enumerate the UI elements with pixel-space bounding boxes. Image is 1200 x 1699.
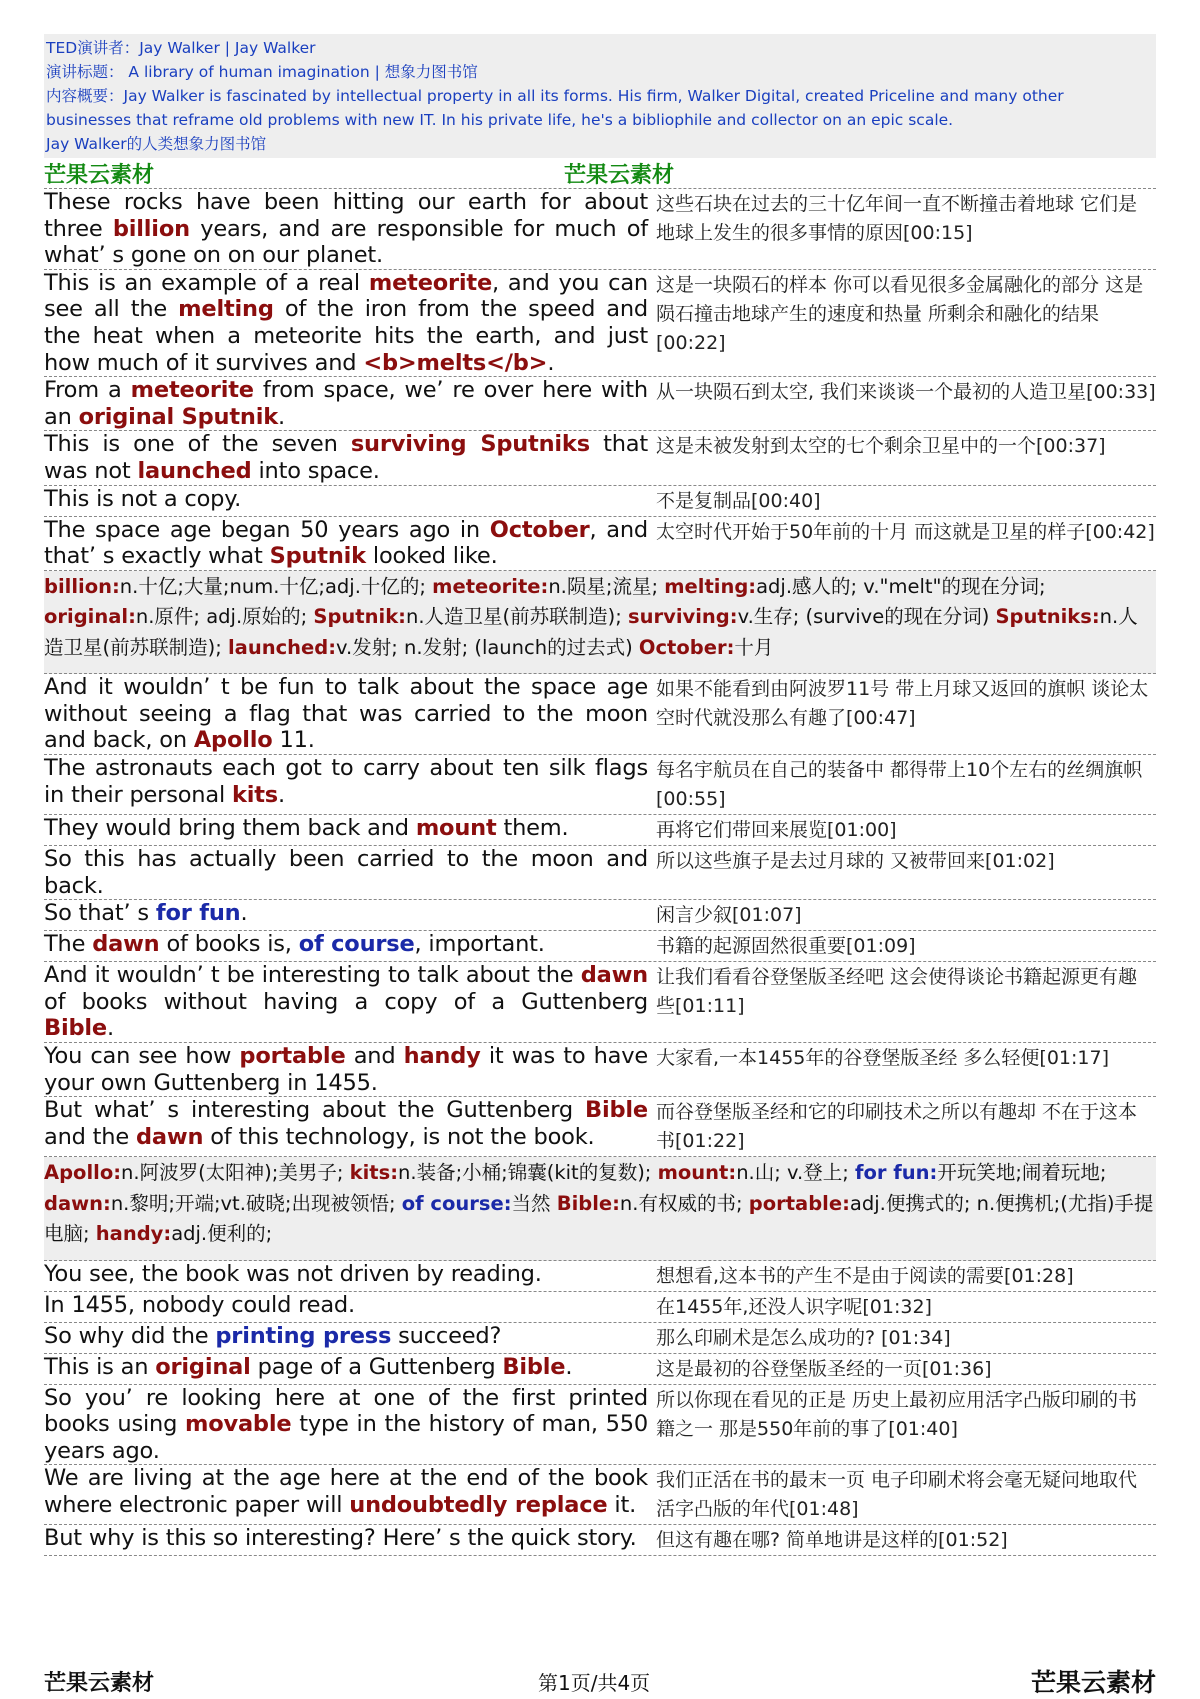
vocab-definition: adj.便携式的; n.便携机;(尤指)手提电脑; — [44, 1191, 1154, 1246]
sentence-text: looked like. — [365, 543, 498, 570]
sentence-text: In 1455, nobody could read. — [44, 1291, 355, 1318]
vocab-term: for fun: — [855, 1161, 938, 1185]
vocab-definition: v.生存; (survive的现在分词) — [737, 605, 996, 629]
transcript-row — [44, 815, 1156, 846]
vocab-term: mount: — [657, 1161, 737, 1185]
transcript-row — [44, 1261, 1156, 1292]
english-sentence — [44, 1525, 652, 1552]
vocab-definition: n.黎明;开端;vt.破晓;出现被领悟; — [110, 1191, 402, 1215]
vocab-term: Sputniks: — [995, 605, 1100, 629]
transcript-row — [44, 1097, 1156, 1157]
sentence-text: . — [240, 900, 248, 927]
vocabulary-box-2 — [44, 1157, 1156, 1261]
vocab-definition: n.原件; adj.原始的; — [135, 605, 314, 629]
vocab-term: handy: — [95, 1222, 172, 1246]
sentence-text: This is an example of a real — [44, 269, 369, 296]
chinese-translation: 再将它们带回来展览[01:00] — [656, 819, 897, 841]
english-sentence — [44, 962, 652, 1042]
transcript-row — [44, 1323, 1156, 1354]
header-subtitle: Jay Walker的人类想象力图书馆 — [46, 135, 267, 153]
sentence-text: And it wouldn’ t be fun to talk about the space age without seeing a flag that was carried to the moon and back, on — [44, 674, 648, 754]
transcript-row — [44, 431, 1156, 485]
vocab-term: portable: — [748, 1191, 850, 1215]
brand-label-left: 芒果云素材 — [44, 162, 155, 188]
english-sentence — [44, 1043, 652, 1096]
transcript-row — [44, 1525, 1156, 1556]
footer-brand-right: 芒果云素材 — [1030, 1668, 1156, 1697]
vocab-definition: n.有权威的书; — [619, 1191, 749, 1215]
keyword: Bible — [502, 1353, 566, 1380]
sentence-text: of the iron from the speed and the heat when a meteorite hits the earth, and just how much of it survives and — [44, 296, 648, 376]
english-sentence — [44, 377, 652, 430]
sentence-text: This is an — [44, 1353, 156, 1380]
vocab-term: original: — [44, 605, 136, 629]
brand-row — [44, 158, 1156, 189]
chinese-translation: 而谷登堡版圣经和它的印刷技术之所以有趣却 不在于这本书[01:22] — [656, 1101, 1138, 1153]
keyword: mount — [415, 815, 497, 841]
sentence-text: it. — [607, 1492, 637, 1519]
page-number: 第1页/共4页 — [538, 1670, 651, 1695]
vocab-term: of course: — [401, 1191, 512, 1215]
talk-header — [44, 34, 1156, 158]
keyword: portable — [239, 1042, 346, 1069]
vocab-term: October: — [638, 635, 735, 659]
keyword: <b>melts</b> — [363, 349, 548, 376]
sentence-text: 11. — [272, 727, 315, 754]
sentence-text: They would bring them back and — [44, 815, 416, 841]
sentence-text: and — [345, 1042, 404, 1069]
sentence-text: So why did the — [44, 1322, 216, 1349]
english-sentence — [44, 931, 652, 958]
english-sentence — [44, 1465, 652, 1518]
page-footer — [44, 1663, 1156, 1699]
document-page — [44, 34, 1156, 1556]
english-sentence — [44, 1323, 652, 1350]
chinese-translation: 闲言少叙[01:07] — [656, 904, 802, 927]
sentence-text: and the — [44, 1123, 136, 1150]
keyword: dawn — [580, 962, 648, 989]
transcript-section-3 — [44, 1261, 1156, 1557]
transcript-row — [44, 1354, 1156, 1385]
vocab-term: kits: — [349, 1161, 399, 1185]
transcript-row — [44, 1043, 1156, 1097]
vocab-term: surviving: — [628, 605, 738, 629]
english-sentence — [44, 1097, 652, 1150]
vocab-definition: n.山; v.登上; — [736, 1161, 856, 1185]
sentence-text: into space. — [251, 457, 380, 484]
chinese-translation: 如果不能看到由阿波罗11号 带上月球又返回的旗帜 谈论太空时代就没那么有趣了[00:47] — [656, 678, 1149, 730]
sentence-text: So this has actually been carried to the moon and back. — [44, 846, 648, 899]
chinese-translation: 这是未被发射到太空的七个剩余卫星中的一个[00:37] — [656, 435, 1106, 458]
chinese-translation: 不是复制品[00:40] — [656, 489, 821, 512]
sentence-text: of this technology, is not the book. — [203, 1123, 595, 1150]
summary-line: 内容概要：Jay Walker is fascinated by intellectual property in all its forms. His firm, Walker Digital, created Priceline and many other businesses that reframe old problems with new IT. In his private life, he's a bibliophile and collector on an epic scale. — [46, 87, 1064, 129]
keyword: Bible — [44, 1015, 107, 1042]
english-sentence — [44, 900, 652, 927]
transcript-row — [44, 486, 1156, 517]
chinese-translation: 太空时代开始于50年前的十月 而这就是卫星的样子[00:42] — [656, 520, 1155, 543]
transcript-row — [44, 270, 1156, 377]
vocab-definition: n.陨星;流星; — [548, 574, 665, 598]
sentence-text: This is not a copy. — [44, 485, 242, 512]
chinese-translation: 每名宇航员在自己的装备中 都得带上10个左右的丝绸旗帜[00:55] — [656, 759, 1143, 810]
sentence-text: from space, we’ re over here with an — [44, 377, 648, 430]
chinese-translation: 让我们看看谷登堡版圣经吧 这会使得谈论书籍起源更有趣些[01:11] — [656, 966, 1138, 1018]
vocabulary-box-1 — [44, 571, 1156, 675]
chinese-translation: 但这有趣在哪? 简单地讲是这样的[01:52] — [656, 1529, 1008, 1552]
talk-title-line: 演讲标题： A library of human imagination | 想象力图书馆 — [46, 63, 478, 81]
english-sentence — [44, 270, 652, 376]
vocab-definition: adj.感人的; v."melt"的现在分词; — [756, 574, 1046, 598]
chinese-translation: 所以你现在看见的正是 历史上最初应用活字凸版印刷的书籍之一 那是550年前的事了[01:40] — [656, 1388, 1138, 1440]
keyword: October — [489, 516, 590, 543]
english-sentence — [44, 815, 652, 842]
sentence-text: . — [106, 1015, 114, 1042]
vocab-term: billion: — [44, 574, 120, 598]
brand-label-right: 芒果云素材 — [564, 162, 675, 188]
sentence-text: But why is this so interesting? Here’ s the quick story. — [44, 1525, 637, 1552]
keyword: printing press — [215, 1322, 392, 1349]
sentence-text: From a — [44, 377, 131, 404]
sentence-text: This is one of the seven — [44, 431, 351, 458]
transcript-section-1 — [44, 189, 1156, 571]
keyword: original — [155, 1353, 251, 1380]
chinese-translation: 这是一块陨石的样本 你可以看见很多金属融化的部分 这是陨石撞击地球产生的速度和热量 所剩余和融化的结果[00:22] — [656, 273, 1144, 354]
sentence-text: it was to have your own Guttenberg in 1455. — [44, 1042, 648, 1096]
transcript-row — [44, 517, 1156, 571]
keyword: melting — [178, 296, 274, 323]
sentence-text: So that’ s — [44, 900, 156, 927]
vocab-term: Apollo: — [44, 1161, 122, 1185]
sentence-text: , and you can see all the — [44, 269, 648, 323]
english-sentence — [44, 431, 652, 484]
transcript-row — [44, 1465, 1156, 1525]
sentence-text: type in the history of man, 550 years ago. — [44, 1411, 648, 1464]
english-sentence — [44, 1354, 652, 1381]
sentence-text: The astronauts each got to carry about ten silk flags in their personal — [44, 755, 648, 808]
vocab-definition: 十月 — [734, 635, 774, 659]
keyword: dawn — [135, 1123, 204, 1150]
vocab-term: Sputnik: — [313, 605, 406, 629]
english-sentence — [44, 674, 652, 754]
chinese-translation: 这些石块在过去的三十亿年间一直不断撞击着地球 它们是地球上发生的很多事情的原因[00:15] — [656, 193, 1138, 244]
english-sentence — [44, 1385, 652, 1465]
keyword: meteorite — [130, 377, 254, 404]
vocab-definition: n.阿波罗(太阳神);美男子; — [121, 1161, 350, 1185]
keyword: Sputnik — [269, 543, 366, 570]
vocab-definition: n.人造卫星(前苏联制造); — [44, 605, 1138, 659]
sentence-text: These rocks have been hitting our earth for about three — [44, 189, 648, 242]
keyword: dawn — [92, 931, 160, 958]
transcript-section-2 — [44, 674, 1156, 1157]
sentence-text: that was not — [44, 431, 648, 484]
transcript-row — [44, 931, 1156, 962]
chinese-translation: 在1455年,还没人识字呢[01:32] — [656, 1295, 932, 1318]
vocab-definition: n.人造卫星(前苏联制造); — [405, 605, 629, 629]
vocab-term: Bible: — [556, 1191, 620, 1215]
transcript-row — [44, 755, 1156, 815]
keyword: handy — [403, 1042, 481, 1069]
sentence-text: So you’ re looking here at one of the first printed books using — [44, 1384, 648, 1438]
chinese-translation: 我们正活在书的最末一页 电子印刷术将会毫无疑问地取代活字凸版的年代[01:48] — [656, 1469, 1138, 1521]
chinese-translation: 这是最初的谷登堡版圣经的一页[01:36] — [656, 1357, 992, 1380]
keyword: kits — [231, 781, 278, 808]
sentence-text: . — [547, 349, 555, 376]
vocab-definition: 开玩笑地;闹着玩地; — [937, 1161, 1107, 1185]
sentence-text: of books without having a copy of a Guttenberg — [44, 988, 648, 1015]
vocab-definition: n.装备;小桶;锦囊(kit的复数); — [398, 1161, 658, 1185]
footer-brand-left: 芒果云素材 — [44, 1670, 155, 1696]
english-sentence — [44, 517, 652, 570]
chinese-translation: 那么印刷术是怎么成功的? [01:34] — [656, 1326, 951, 1349]
transcript-row — [44, 377, 1156, 431]
sentence-text: But what’ s interesting about the Guttenberg — [44, 1097, 586, 1124]
chinese-translation: 所以这些旗子是去过月球的 又被带回来[01:02] — [656, 850, 1055, 872]
vocab-definition: v.发射; n.发射; (launch的过去式) — [336, 635, 639, 659]
chinese-translation: 大家看,一本1455年的谷登堡版圣经 多么轻便[01:17] — [656, 1046, 1110, 1069]
transcript-row — [44, 962, 1156, 1043]
keyword: billion — [112, 215, 190, 242]
english-sentence — [44, 1261, 652, 1288]
transcript-row — [44, 1292, 1156, 1323]
transcript-row — [44, 1385, 1156, 1466]
chinese-translation: 从一块陨石到太空, 我们来谈谈一个最初的人造卫星[00:33] — [656, 381, 1156, 404]
english-sentence — [44, 846, 652, 899]
sentence-text: . — [565, 1353, 573, 1380]
vocab-term: dawn: — [44, 1191, 111, 1215]
keyword: of course — [298, 931, 415, 958]
english-sentence — [44, 1292, 652, 1319]
keyword: Apollo — [193, 727, 273, 754]
sentence-text: The space age began 50 years ago in — [44, 516, 490, 543]
keyword: meteorite — [368, 269, 493, 296]
sentence-text: years, and are responsible for much of what’ s gone on on our planet. — [44, 215, 648, 269]
chinese-translation: 想想看,这本书的产生不是由于阅读的需要[01:28] — [656, 1264, 1074, 1287]
sentence-text: , important. — [414, 931, 545, 958]
sentence-text: You can see how — [44, 1042, 240, 1069]
english-sentence — [44, 189, 652, 269]
vocab-definition: adj.便利的; — [171, 1222, 273, 1246]
keyword: undoubtedly replace — [349, 1492, 608, 1519]
sentence-text: The — [44, 931, 93, 958]
transcript-row — [44, 674, 1156, 755]
keyword: surviving Sputniks — [350, 431, 590, 458]
sentence-text: , and that’ s exactly what — [44, 516, 648, 570]
keyword: Bible — [585, 1097, 648, 1124]
speaker-line: TED演讲者：Jay Walker | Jay Walker — [46, 39, 316, 57]
sentence-text: You see, the book was not driven by reading. — [44, 1260, 542, 1287]
keyword: movable — [184, 1411, 292, 1438]
sentence-text: And it wouldn’ t be interesting to talk about the — [44, 962, 581, 989]
vocab-term: melting: — [664, 574, 757, 598]
vocab-definition: 当然 — [511, 1191, 557, 1215]
sentence-text: succeed? — [391, 1322, 502, 1349]
transcript-row — [44, 189, 1156, 270]
sentence-text: . — [278, 403, 285, 430]
keyword: launched — [137, 457, 252, 484]
vocab-definition: n.十亿;大量;num.十亿;adj.十亿的; — [119, 574, 433, 598]
vocab-term: launched: — [227, 635, 337, 659]
english-sentence — [44, 486, 652, 513]
transcript-row — [44, 900, 1156, 931]
keyword: for fun — [155, 900, 241, 927]
sentence-text: of books is, — [159, 931, 299, 958]
transcript-row — [44, 846, 1156, 900]
sentence-text: page of a Guttenberg — [250, 1353, 503, 1380]
keyword: original Sputnik — [78, 403, 279, 430]
sentence-text: . — [278, 781, 285, 808]
chinese-translation: 书籍的起源固然很重要[01:09] — [656, 935, 916, 958]
sentence-text: We are living at the age here at the end of the book where electronic paper will — [44, 1465, 648, 1519]
english-sentence — [44, 755, 652, 808]
sentence-text: them. — [496, 815, 569, 841]
vocab-term: meteorite: — [432, 574, 549, 598]
